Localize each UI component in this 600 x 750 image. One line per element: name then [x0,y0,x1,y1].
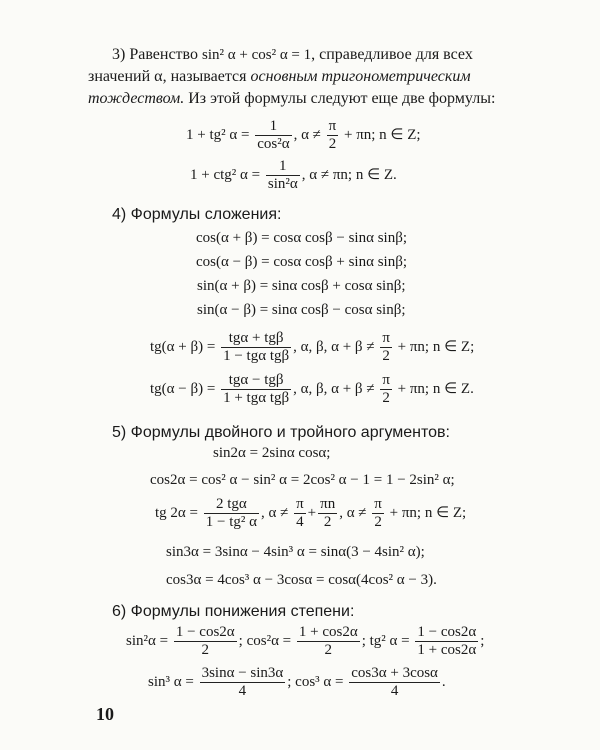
p-sin3-den: 4 [238,683,247,699]
s3-line1-a: 3) Равенство [112,46,198,63]
formula-ctg-identity [190,158,397,193]
d3-c2-fraction [318,496,337,531]
f1-lhs: 1 + tg² α = [186,126,250,143]
formula-cos-double: cos2α = cos² α − sin² α = 2cos² α − 1 = 1 − 2sin² α; [150,472,455,488]
f2-tail: , α ≠ πn; n ∈ Z. [301,166,397,183]
formula-power-reduction-row2 [148,665,446,700]
t1-num: tgα + tgβ [221,330,291,348]
t1-den: 1 − tgα tgβ [223,348,290,364]
t2-lhs: tg(α − β) = [150,380,216,397]
s3-line3-italic: тождеством. [88,90,185,107]
p-tg2-tail: ; [480,632,485,649]
t2-cn: π [382,372,390,388]
d3-c3-fraction [372,496,384,531]
d3-c1n: π [296,496,304,512]
p-cos3-num: cos3α + 3cosα [351,665,438,681]
formula-cos-sum: cos(α + β) = cosα cosβ − sinα sinβ; [196,230,408,246]
d3-plus: + [307,504,317,521]
d3-c1: , α ≠ [260,504,289,521]
f1-den: cos²α [257,136,290,152]
t1-cn: π [382,330,390,346]
s3-line2-italic: основным тригонометрическим [250,68,471,85]
formula-tg-double [155,496,466,531]
f2-den: sin²α [267,176,298,192]
p-sin2-den: 2 [201,642,209,658]
t2-cd: 2 [382,390,390,406]
f1-cd: 2 [328,136,337,152]
p-cos2-den: 2 [324,642,333,658]
p-sin3-fraction [200,665,286,700]
t2-cond-fraction [380,372,392,407]
d3-den: 1 − tg² α [205,514,257,530]
f1-fraction [255,118,291,153]
d3-c1-fraction [294,496,306,531]
f1-tail: + πn; n ∈ Z; [343,126,421,143]
p-cos3-tail: . [441,673,446,690]
formula-tg-diff [150,372,474,407]
f2-lhs: 1 + ctg² α = [190,166,261,183]
formula-cos-diff: cos(α − β) = cosα cosβ + sinα sinβ; [196,254,408,270]
d3-num: 2 tgα [204,496,259,514]
f1-cond-fraction [327,118,339,153]
p-cos3-fraction [349,665,440,700]
formula-sin-sum: sin(α + β) = sinα cosβ + cosα sinβ; [197,278,406,294]
f1-num: 1 [255,118,291,136]
t2-fraction [221,372,291,407]
s3-line1-b: , справедливое для всех [311,46,473,63]
formula-sin-triple: sin3α = 3sinα − 4sin³ α = sinα(3 − 4sin² α); [166,544,425,560]
f1-cond: , α ≠ [293,126,321,143]
p-cos2-num: 1 + cos2α [298,624,358,640]
p-cos3-lhs: ; cos³ α = [287,673,344,690]
section-4-heading: 4) Формулы сложения: [112,206,282,223]
formula-sin-double: sin2α = 2sinα cosα; [213,445,331,461]
p-tg2-num: 1 − cos2α [417,624,477,640]
p-tg2-fraction [415,624,478,659]
d3-fraction [204,496,259,531]
t1-cd: 2 [382,348,390,364]
pythagorean-identity: sin² α + cos² α = 1 [202,47,312,63]
p-sin3-num: 3sinα − sin3α [201,665,284,681]
p-sin2-num: 1 − cos2α [175,624,235,640]
formula-tg-sum [150,330,474,365]
t2-den: 1 + tgα tgβ [223,390,290,406]
d3-c2d: 2 [323,514,332,530]
page-number: 10 [96,704,114,724]
p-cos3-den: 4 [390,683,399,699]
p-cos2-lhs: ; cos²α = [238,632,292,649]
section-5-heading: 5) Формулы двойного и тройного аргументов: [112,424,450,441]
section-3-paragraph [88,44,520,110]
t1-cond: , α, β, α + β ≠ [293,338,375,355]
t2-cond: , α, β, α + β ≠ [293,380,375,397]
p-sin2-lhs: sin²α = [126,632,169,649]
d3-tail: + πn; n ∈ Z; [389,504,467,521]
p-sin3-lhs: sin³ α = [148,673,194,690]
section-6-heading: 6) Формулы понижения степени: [112,603,355,620]
t1-fraction [221,330,291,365]
d3-c2: , α ≠ [339,504,367,521]
s3-line3-b: Из этой формулы следуют еще две формулы: [188,90,496,107]
formula-tg-identity [186,118,421,153]
d3-c3n: π [374,496,382,512]
p-tg2-lhs: ; tg² α = [361,632,410,649]
formula-cos-triple: cos3α = 4cos³ α − 3cosα = cosα(4cos² α − 3). [166,572,437,588]
t2-tail: + πn; n ∈ Z. [397,380,474,397]
d3-c3d: 2 [374,514,382,530]
d3-c1d: 4 [296,514,304,530]
t1-lhs: tg(α + β) = [150,338,216,355]
formula-sin-diff: sin(α − β) = sinα cosβ − cosα sinβ; [197,302,406,318]
t1-cond-fraction [380,330,392,365]
p-tg2-den: 1 + cos2α [417,642,477,658]
f2-fraction [266,158,300,193]
t2-num: tgα − tgβ [221,372,291,390]
f1-cn: π [328,118,337,134]
f2-num: 1 [266,158,300,176]
s3-line2-a: значений α, называется [88,68,247,85]
d3-lhs: tg 2α = [155,504,198,521]
p-cos2-fraction [297,624,360,659]
d3-c2n: πn [320,496,336,512]
p-sin2-fraction [174,624,237,659]
formula-power-reduction-row1 [126,624,484,659]
t1-tail: + πn; n ∈ Z; [397,338,475,355]
